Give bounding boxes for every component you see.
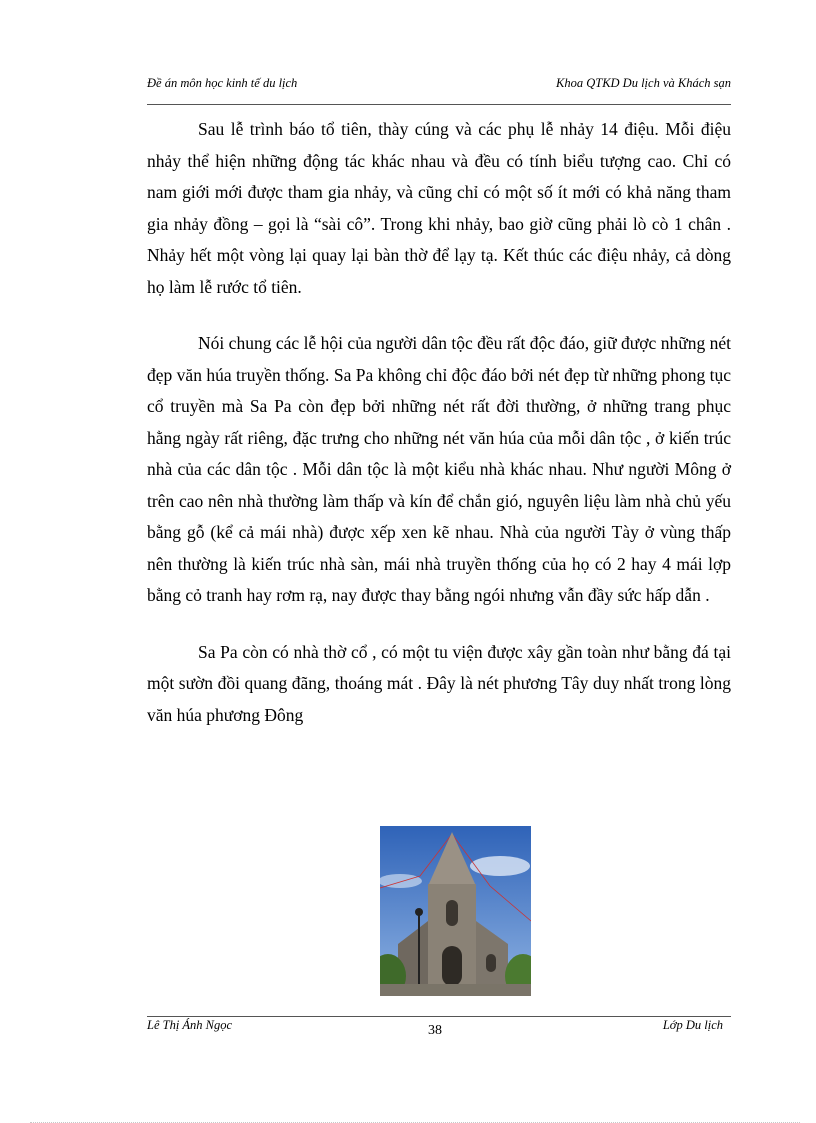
header-divider [147,104,731,105]
page-number: 38 [428,1023,442,1038]
stone-church-photo [380,826,531,996]
paragraph: Sau lễ trình báo tổ tiên, thày cúng và các phụ lễ nhảy 14 điệu. Mỗi điệu nhảy thể hiện những động tác khác nhau và đều có tính biểu tượng cao. Chỉ có nam giới mới được tham gia nhảy, và cũng chỉ có một số ít mới có khả năng tham gia nhảy đồng – gọi là “sài cô”. Trong khi nhảy, bao giờ cũng phải lò cò 1 chân . Nhảy hết một vòng lại quay lại bàn thờ để lạy tạ. Kết thúc các điệu nhảy, cả dòng họ làm lễ rước tổ tiên. [147,119,731,297]
paragraph: Nói chung các lễ hội của người dân tộc đều rất độc đáo, giữ được những nét đẹp văn húa truyền thống. Sa Pa không chỉ độc đáo bởi nét đẹp từ những phong tục cổ truyền mà Sa Pa còn đẹp bởi những nét rất đời thường, ở những trang phục hằng ngày rất riêng, đặc trưng cho những nét văn húa của mỗi dân tộc , ở kiến trúc nhà của các dân tộc . Mỗi dân tộc là một kiểu nhà khác nhau. Như người Mông ở trên cao nên nhà thường làm thấp và kín để chắn gió, nguyên liệu làm nhà chủ yếu bằng gỗ (kể cả mái nhà) được xếp xen kẽ nhau. Nhà của người Tày ở vùng thấp nên thường là kiến trúc nhà sàn, mái nhà truyền thống của họ có 2 hay 4 mái lợp bằng cỏ tranh hay rơm rạ, nay được thay bằng ngói nhưng vẫn đầy sức hấp dẫn . [147,333,731,605]
page-footer [147,1018,731,1042]
body-text [147,114,731,756]
header-left: Đề án môn học kinh tế du lịch [147,76,298,90]
footer-author: Lê Thị Ánh Ngọc [147,1018,233,1032]
footer-divider [147,1016,731,1017]
footer-class: Lớp Du lịch [662,1018,723,1032]
header-right: Khoa QTKD Du lịch và Khách sạn [556,76,731,90]
page-header [147,76,731,94]
stone-church-icon [380,826,531,996]
paragraph: Sa Pa còn có nhà thờ cổ , có một tu viện được xây gần toàn như bằng đá tại một sườn đồi quang đãng, thoáng mát . Đây là nét phương Tây duy nhất trong lòng văn húa phương Đông [147,641,731,725]
